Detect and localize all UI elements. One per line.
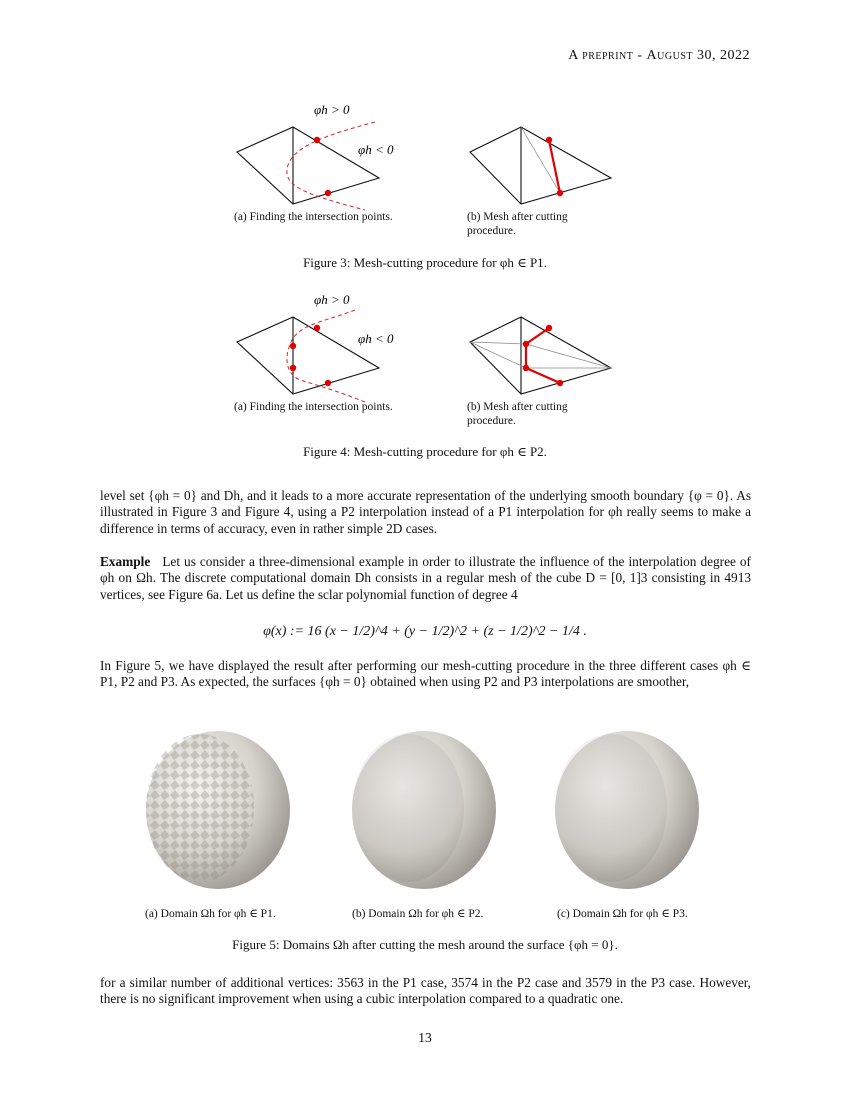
figure-5-renders [0,730,850,900]
example-paragraph [100,554,751,603]
fig3b-mesh [470,127,611,204]
example-title: Example [100,554,151,569]
header-date: August 30, 2022 [646,48,750,63]
figure-5-caption: Figure 5: Domains Ωh after cutting the mesh around the surface {φh = 0}. [232,937,618,952]
fig5-subcaption-b: (b) Domain Ωh for φh ∈ P2. [352,908,484,920]
fig4-label-pos: φh > 0 [314,292,350,307]
equation: φ(x) := 16 (x − 1/2)^4 + (y − 1/2)^2 + (z − 1/2)^2 − 1/4 . [263,624,587,639]
fig5-subcaption-c: (c) Domain Ωh for φh ∈ P3. [557,908,688,920]
fig4-subcaption-a: (a) Finding the intersection points. [234,401,393,413]
domain-p2-render [352,731,496,889]
header-sep: - [633,48,647,63]
fig4-subcaption-b: (b) Mesh after cutting procedure. [467,401,568,427]
paragraph-3: for a similar number of additional vertices: 3563 in the P1 case, 3574 in the P2 case and 3579 in the P3 case. However, there is no significant improvement when using a cubic interpolation compared to a quadratic one. [100,975,751,1007]
domain-p1-render [146,731,290,889]
figure-4-drawings [0,280,850,420]
header-prefix: A preprint [568,48,634,63]
fig5-subcaption-a: (a) Domain Ωh for φh ∈ P1. [145,908,276,920]
paragraph-2: In Figure 5, we have displayed the result after performing our mesh-cutting procedure in the three different cases φh ∈ P1, P2 and P3. As expected, the surfaces {φh = 0} obtained when using P2 and P3 interpolations are smoother, [100,658,751,690]
fig4b-mesh [470,317,611,394]
example-text: Let us consider a three-dimensional example in order to illustrate the influence of the interpolation degree of φh on Ωh. The discrete computational domain Dh consists in a regular mesh of the cube D = [0, 1]3 consisting in 4913 vertices, see Figure 6a. Let us define the sclar polynomial function of degree 4 [100,554,751,602]
figure-3-drawings [0,0,850,240]
fig3-label-pos: φh > 0 [314,102,350,117]
fig3-subcaption-a: (a) Finding the intersection points. [234,211,393,223]
figure-3-caption: Figure 3: Mesh-cutting procedure for φh ∈ P1. [303,255,547,270]
fig4a-mesh [237,310,379,402]
page-number: 13 [418,1030,432,1045]
paragraph-1: level set {φh = 0} and Dh, and it leads to a more accurate representation of the underlying smooth boundary {φ = 0}. As illustrated in Figure 3 and Figure 4, using a P2 interpolation instead of a P1 interpolation for φh really seems to make a difference in terms of accuracy, even in rather simple 2D cases. [100,488,751,536]
domain-p3-render [555,731,699,889]
fig4-label-neg: φh < 0 [358,331,394,346]
fig3-subcaption-b: (b) Mesh after cutting procedure. [467,211,568,237]
fig3a-mesh [237,122,379,210]
figure-4-caption: Figure 4: Mesh-cutting procedure for φh ∈ P2. [303,444,547,459]
fig3-label-neg: φh < 0 [358,142,394,157]
